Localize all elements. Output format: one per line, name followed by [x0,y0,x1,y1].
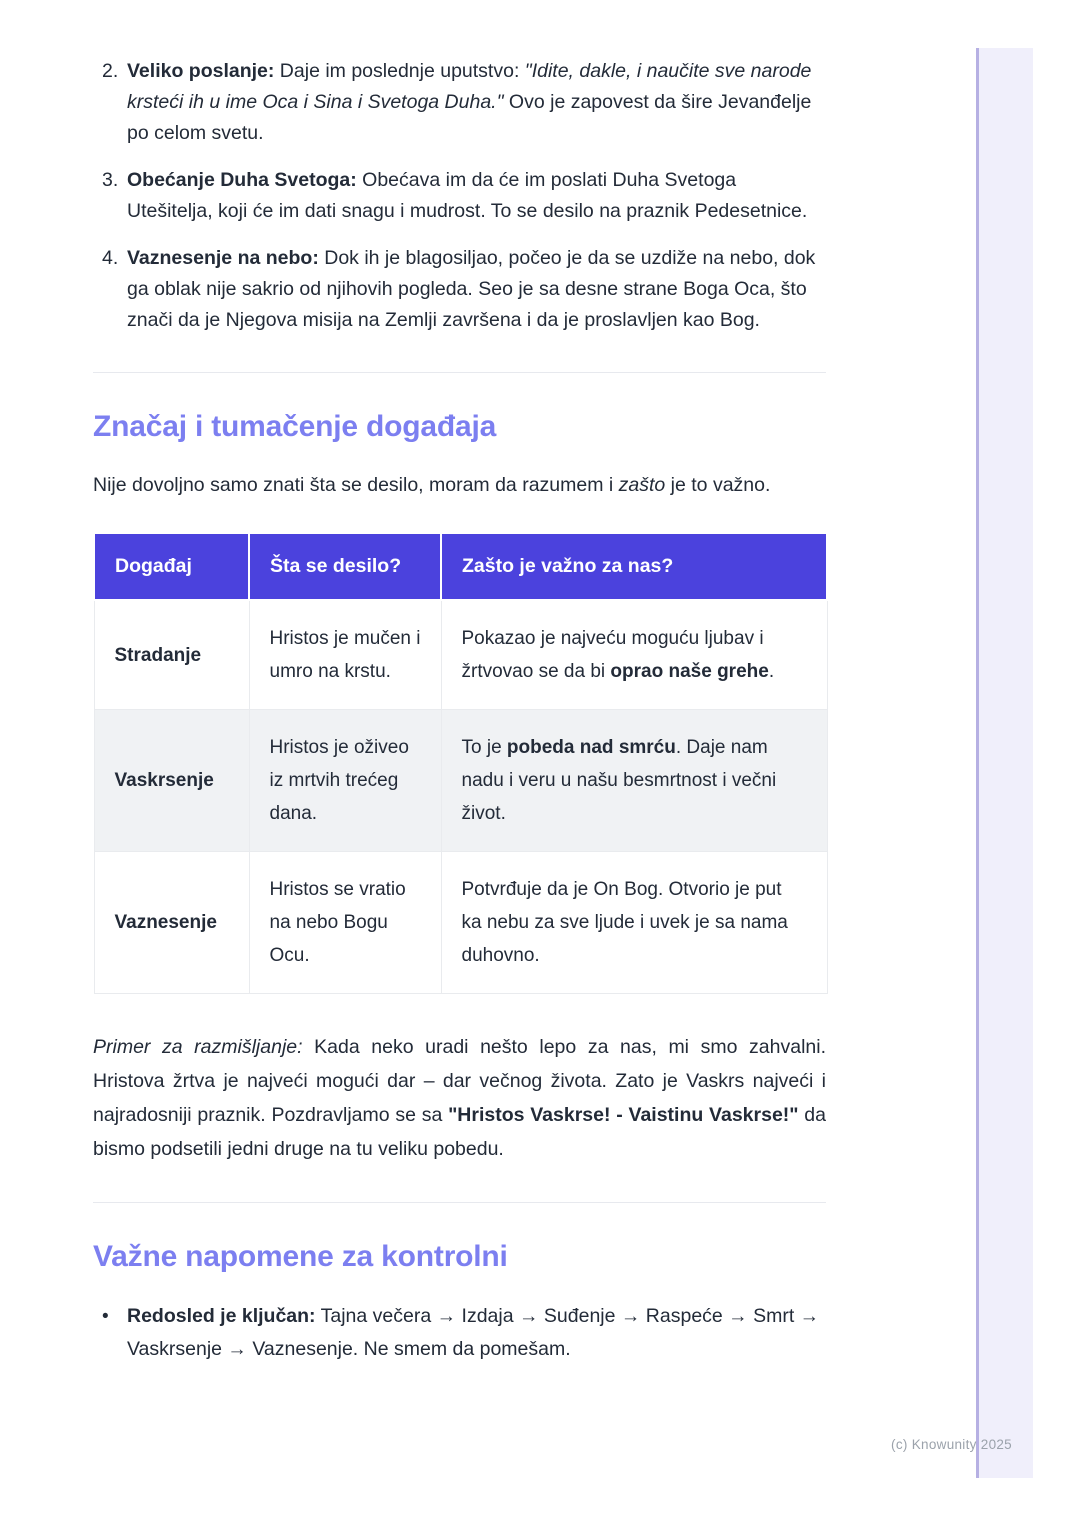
bullet-item [93,1300,826,1366]
cell-what: Hristos je mučen i umro na krstu. [249,600,441,710]
column-header-why: Zašto je važno za nas? [441,533,827,600]
cell-why: Potvrđuje da je On Bog. Otvorio je put ka nebu za sve ljude i uvek je sa nama duhovno. [441,852,827,994]
list-item-text: Veliko poslanje: Daje im poslednje uputstvo: "Idite, dakle, i naučite sve narode krsteći ih u ime Oca i Sina i Svetoga Duha." Ovo je zapovest da šire Jevanđelje po celom svetu. [127,60,812,144]
section-divider [93,1202,826,1203]
column-header-what: Šta se desilo? [249,533,441,600]
example-paragraph: Primer za razmišljanje: Kada neko uradi nešto lepo za nas, mi smo zahvalni. Hristova žrtva je najveći mogući dar – dar večnog života. Zato je Vaskrs najveći i najradosniji praznik. Pozdravljamo se sa "Hristos Vaskrse! - Vaistinu Vaskrse!" da bismo podsetili jedni druge na tu veliku pobedu. [93,1036,826,1160]
list-item-text: Vaznesenje na nebo: Dok ih je blagosiljao, počeo je da se uzdiže na nebo, dok ga oblak nije sakrio od njihovih pogleda. Seo je sa desne strane Boga Oca, što znači da je Njegova misija na Zemlji završena i da je proslavljen kao Bog. [127,247,816,331]
list-item [93,165,826,227]
bullet-text: Redosled je ključan: Tajna večera → Izdaja → Suđenje → Raspeće → Smrt → Vaskrsenje → Vaznesenje. Ne smem da pomešam. [127,1305,820,1360]
list-item-number: 4. [102,247,119,269]
cell-event: Vaskrsenje [94,710,249,852]
cell-what: Hristos se vratio na nebo Bogu Ocu. [249,852,441,994]
list-item-number: 3. [102,169,119,191]
section-divider [93,372,826,373]
table-row [94,710,827,852]
events-table [93,532,828,994]
list-item-text: Obećanje Duha Svetoga: Obećava im da će im poslati Duha Svetoga Utešitelja, koji će im dati snagu i mudrost. To se desilo na praznik Pedesetnice. [127,169,808,222]
table-row [94,600,827,710]
cell-what: Hristos je oživeo iz mrtvih trećeg dana. [249,710,441,852]
section-intro-paragraph: Nije dovoljno samo znati šta se desilo, moram da razumem i zašto je to važno. [93,474,771,496]
cell-event: Stradanje [94,600,249,710]
list-item [93,243,826,336]
list-item-number: 2. [102,60,119,82]
cell-why: Pokazao je najveću moguću ljubav i žrtvovao se da bi oprao naše grehe. [441,600,827,710]
section-title-notes: Važne napomene za kontrolni [93,1240,508,1273]
cell-why: To je pobeda nad smrću. Daje nam nadu i veru u našu besmrtnost i večni život. [441,710,827,852]
table-header-row [94,533,827,600]
next-page-gutter [976,48,1033,1478]
table-row [94,852,827,994]
section-title-meaning: Značaj i tumačenje događaja [93,410,497,443]
column-header-event: Događaj [94,533,249,600]
numbered-list [93,56,826,336]
cell-event: Vaznesenje [94,852,249,994]
copyright-watermark: (c) Knowunity 2025 [891,1437,1012,1452]
list-item [93,56,826,149]
bullet-list [93,1300,826,1366]
bullet-marker: • [102,1306,109,1327]
document-page [93,0,826,1366]
